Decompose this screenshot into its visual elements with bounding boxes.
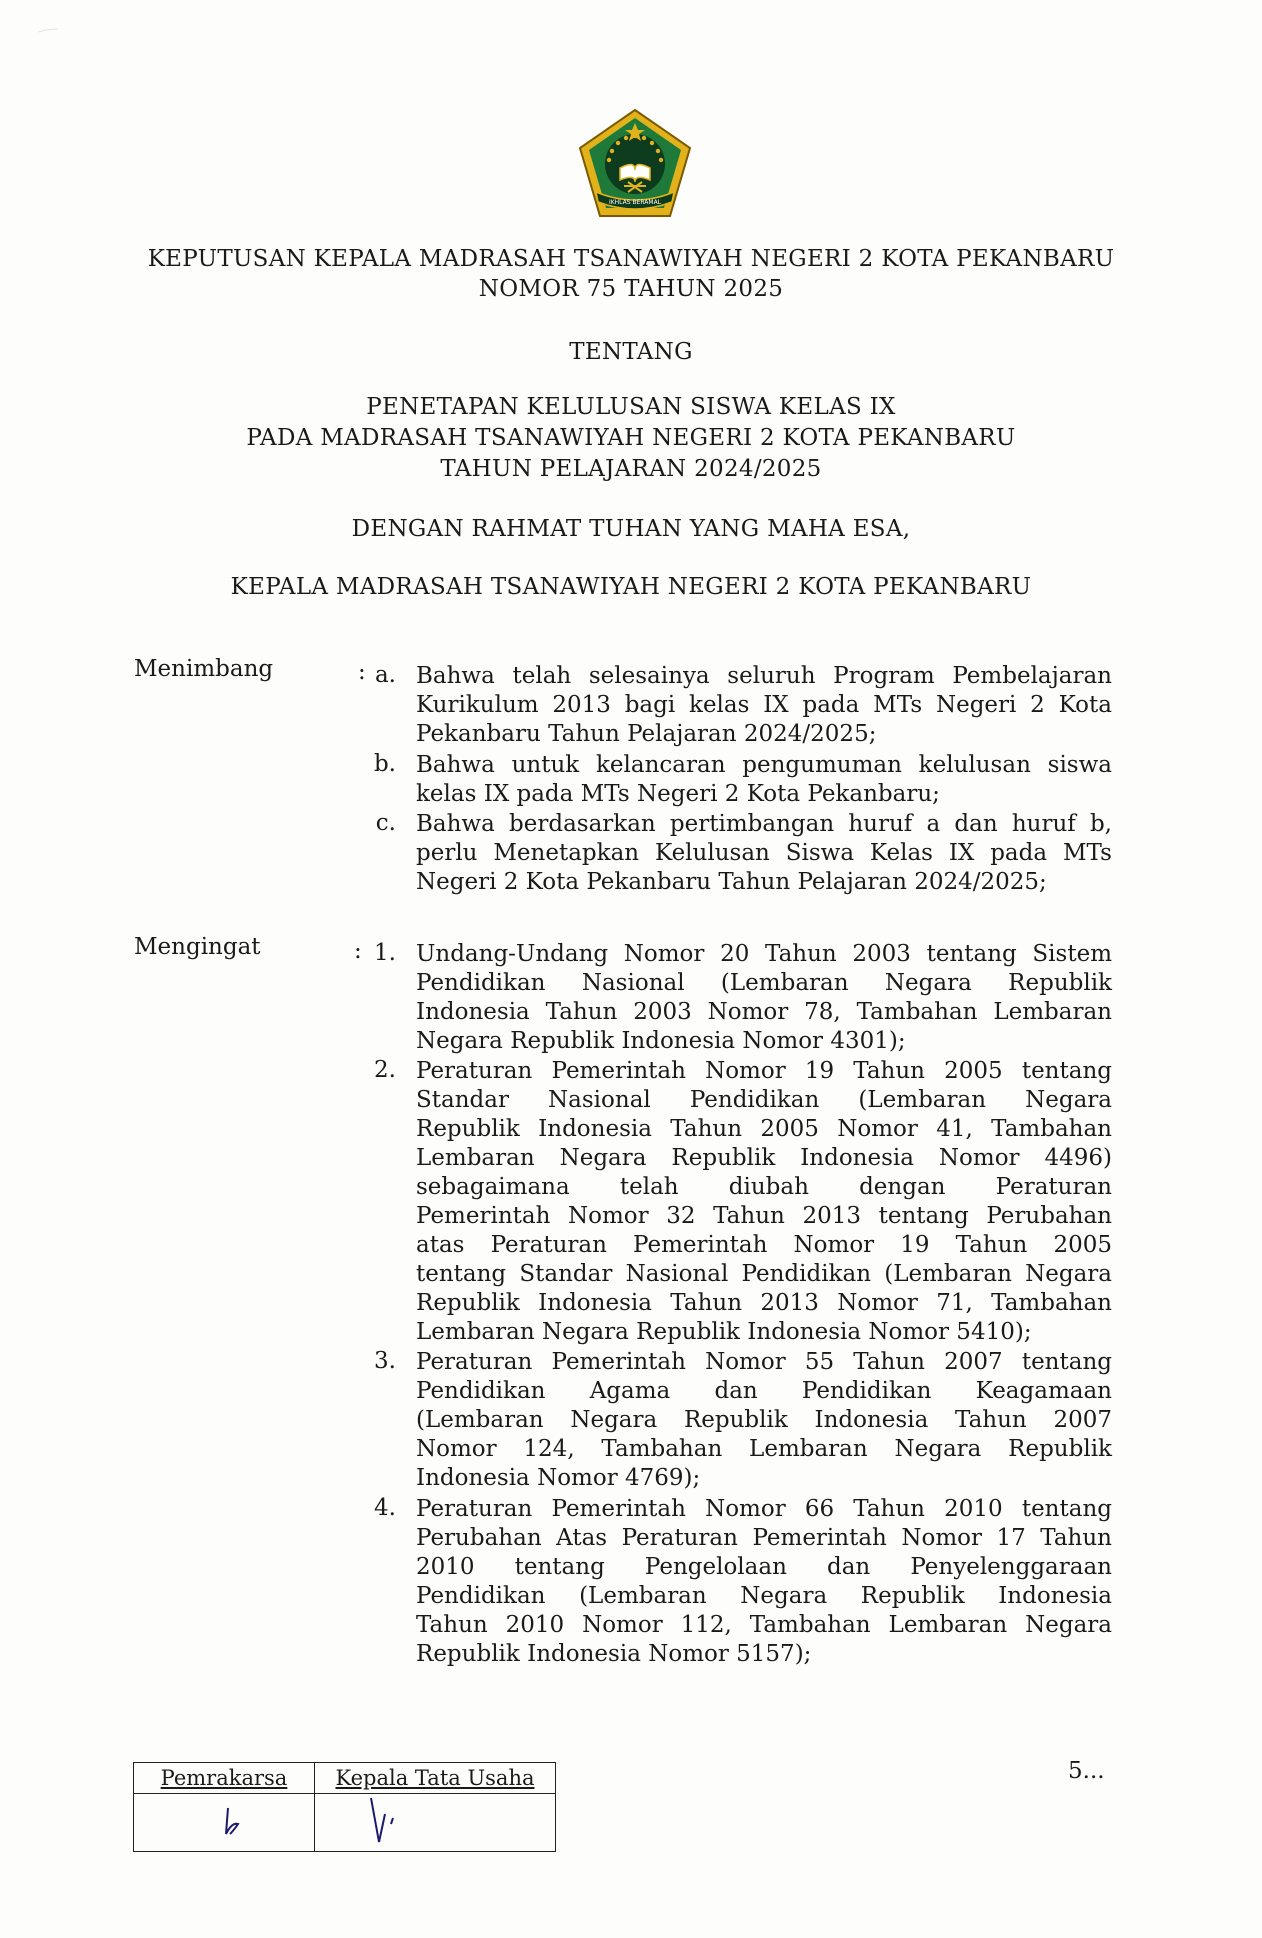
text-line: Kurikulum 2013 bagi kelas IX pada MTs Negeri 2 Kota [416, 692, 1112, 718]
pemrakarsa-label: Pemrakarsa [160, 1766, 288, 1790]
menimbang-colon: : [358, 659, 366, 685]
text-line: Bahwa untuk kelancaran pengumuman kelulusan siswa [416, 752, 1112, 778]
menimbang-label: Menimbang [134, 656, 274, 682]
text-line: tentang Standar Nasional Pendidikan (Lembaran Negara [416, 1261, 1112, 1287]
text-line: Peraturan Pemerintah Nomor 55 Tahun 2007 tentang [416, 1349, 1112, 1375]
text-line: Perubahan Atas Peraturan Pemerintah Nomor 17 Tahun [416, 1525, 1112, 1551]
text-line: perlu Menetapkan Kelulusan Siswa Kelas IX pada MTs [416, 840, 1112, 866]
item-marker: c. [375, 810, 396, 836]
text-line: Pemerintah Nomor 32 Tahun 2013 tentang Perubahan [416, 1203, 1112, 1229]
mengingat-colon: : [354, 938, 362, 964]
kemenag-emblem-icon [578, 108, 692, 220]
text-line: Undang-Undang Nomor 20 Tahun 2003 tentang Sistem [416, 941, 1112, 967]
decree-number: NOMOR 75 TAHUN 2025 [478, 276, 784, 302]
item-marker: 1. [374, 940, 396, 966]
menimbang-item-b [416, 751, 1112, 809]
next-page-indicator: 5... [1068, 1758, 1105, 1784]
item-marker: 2. [374, 1057, 396, 1083]
item-marker: 3. [374, 1348, 396, 1374]
mengingat-item-1 [416, 940, 1112, 1056]
text-line: kelas IX pada MTs Negeri 2 Kota Pekanbaru; [416, 781, 940, 807]
menimbang-item-a [416, 662, 1112, 749]
text-line: Bahwa berdasarkan pertimbangan huruf a dan huruf b, [416, 811, 1112, 837]
text-line: Republik Indonesia Nomor 5157); [416, 1641, 812, 1667]
item-marker: b. [373, 751, 396, 777]
text-line: Pekanbaru Tahun Pelajaran 2024/2025; [416, 721, 877, 747]
text-line: Negeri 2 Kota Pekanbaru Tahun Pelajaran 2024/2025; [416, 869, 1047, 895]
text-line: Lembaran Negara Republik Indonesia Nomor 5410); [416, 1319, 1032, 1345]
subject-line-2: PADA MADRASAH TSANAWIYAH NEGERI 2 KOTA PEKANBARU [246, 425, 1016, 451]
subject-line-1: PENETAPAN KELULUSAN SISWA KELAS IX [366, 394, 896, 420]
mengingat-item-4 [416, 1495, 1112, 1669]
text-line: (Lembaran Negara Republik Indonesia Tahun 2007 [416, 1407, 1112, 1433]
text-line: Peraturan Pemerintah Nomor 66 Tahun 2010 tentang [416, 1496, 1112, 1522]
text-line: atas Peraturan Pemerintah Nomor 19 Tahun 2005 [416, 1232, 1112, 1258]
ktu-label: Kepala Tata Usaha [335, 1766, 535, 1790]
text-line: Peraturan Pemerintah Nomor 19 Tahun 2005 tentang [416, 1058, 1112, 1084]
text-line: Lembaran Negara Republik Indonesia Nomor 4496) [416, 1145, 1112, 1171]
official-title: KEPALA MADRASAH TSANAWIYAH NEGERI 2 KOTA PEKANBARU [230, 574, 1032, 600]
handwritten-initial [315, 1794, 555, 1846]
text-line: Republik Indonesia Tahun 2013 Nomor 71, Tambahan [416, 1290, 1112, 1316]
scan-speck [38, 28, 58, 34]
ktu-initial-cell [315, 1794, 556, 1852]
item-marker: 4. [374, 1495, 396, 1521]
subject-line-3: TAHUN PELAJARAN 2024/2025 [440, 456, 822, 482]
paraf-table [133, 1762, 556, 1852]
opening-phrase: DENGAN RAHMAT TUHAN YANG MAHA ESA, [351, 516, 911, 542]
text-line: Nomor 124, Tambahan Lembaran Negara Republik [416, 1436, 1112, 1462]
text-line: Pendidikan Agama dan Pendidikan Keagamaan [416, 1378, 1112, 1404]
text-line: Pendidikan (Lembaran Negara Republik Indonesia [416, 1583, 1112, 1609]
text-line: Republik Indonesia Tahun 2005 Nomor 41, Tambahan [416, 1116, 1112, 1142]
text-line: Indonesia Tahun 2003 Nomor 78, Tambahan Lembaran [416, 999, 1112, 1025]
mengingat-item-3 [416, 1348, 1112, 1493]
decree-title: KEPUTUSAN KEPALA MADRASAH TSANAWIYAH NEGERI 2 KOTA PEKANBARU [147, 246, 1115, 272]
text-line: Pendidikan Nasional (Lembaran Negara Republik [416, 970, 1112, 996]
pemrakarsa-header [134, 1763, 315, 1794]
text-line: sebagaimana telah diubah dengan Peraturan [416, 1174, 1112, 1200]
pemrakarsa-initial-cell [134, 1794, 315, 1852]
menimbang-item-c [416, 810, 1112, 897]
text-line: Negara Republik Indonesia Nomor 4301); [416, 1028, 906, 1054]
text-line: Tahun 2010 Nomor 112, Tambahan Lembaran Negara [416, 1612, 1112, 1638]
item-marker: a. [374, 662, 396, 688]
emblem-ribbon-text: IKHLAS BERAMAL [608, 199, 662, 206]
text-line: Bahwa telah selesainya seluruh Program Pembelajaran [416, 663, 1112, 689]
text-line: 2010 tentang Pengelolaan dan Penyelenggaraan [416, 1554, 1112, 1580]
text-line: Standar Nasional Pendidikan (Lembaran Negara [416, 1087, 1112, 1113]
text-line: Indonesia Nomor 4769); [416, 1465, 701, 1491]
mengingat-label: Mengingat [134, 934, 261, 960]
mengingat-item-2 [416, 1057, 1112, 1347]
handwritten-initial [134, 1794, 314, 1846]
ktu-header [315, 1763, 556, 1794]
tentang-heading: TENTANG [569, 339, 693, 365]
